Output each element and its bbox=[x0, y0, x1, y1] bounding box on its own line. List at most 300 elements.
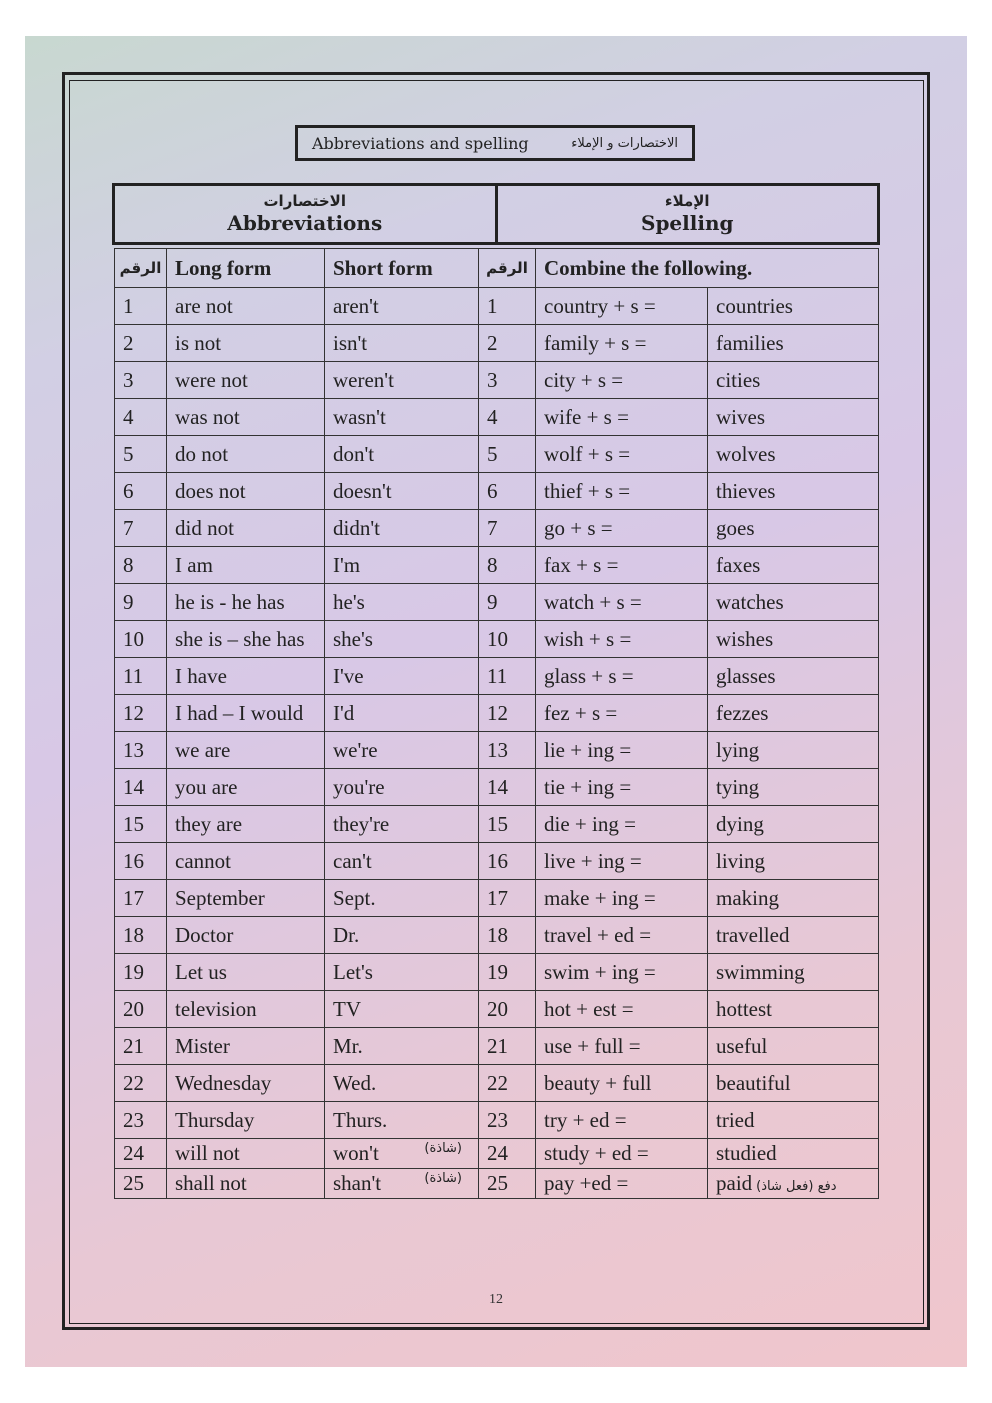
result-cell-text: wives bbox=[716, 404, 765, 429]
row-number-text: 17 bbox=[123, 885, 144, 910]
row-number bbox=[115, 843, 167, 880]
row-number-text: 11 bbox=[123, 663, 144, 688]
short-form-cell-text: don't bbox=[333, 441, 375, 466]
result-cell bbox=[708, 362, 879, 399]
table-row bbox=[115, 954, 879, 991]
row-number-spelling bbox=[479, 1102, 536, 1139]
row-number bbox=[115, 917, 167, 954]
result-cell-text: watches bbox=[716, 589, 784, 614]
table-row bbox=[115, 473, 879, 510]
table-row bbox=[115, 806, 879, 843]
result-cell-text: swimming bbox=[716, 959, 805, 984]
short-form-cell bbox=[325, 584, 479, 621]
long-form-cell bbox=[167, 658, 325, 695]
combine-cell bbox=[536, 362, 708, 399]
combine-cell-text: pay +ed = bbox=[544, 1171, 629, 1195]
combine-cell bbox=[536, 880, 708, 917]
short-form-cell-text: weren't bbox=[333, 367, 394, 392]
long-form-cell bbox=[167, 473, 325, 510]
combine-cell-text: hot + est = bbox=[544, 996, 634, 1021]
combine-cell-text: country + s = bbox=[544, 293, 656, 318]
combine-cell-text: beauty + full bbox=[544, 1070, 652, 1095]
row-number-spelling bbox=[479, 1139, 536, 1169]
short-form-cell-text: doesn't bbox=[333, 478, 392, 503]
result-cell-text: families bbox=[716, 330, 784, 355]
long-form-cell-text: will not bbox=[175, 1141, 240, 1165]
row-number-text: 15 bbox=[123, 811, 144, 836]
table-row bbox=[115, 621, 879, 658]
short-form-cell bbox=[325, 695, 479, 732]
result-cell-text: studied bbox=[716, 1141, 777, 1165]
page-number: 12 bbox=[489, 1292, 503, 1307]
long-form-cell bbox=[167, 1139, 325, 1169]
row-number-text: 24 bbox=[123, 1141, 144, 1165]
row-number bbox=[115, 288, 167, 325]
combine-cell-text: use + full = bbox=[544, 1033, 641, 1058]
short-form-cell-text: Sept. bbox=[333, 885, 376, 910]
combine-cell-text: wife + s = bbox=[544, 404, 629, 429]
combine-cell-text: fax + s = bbox=[544, 552, 619, 577]
row-number-text: 1 bbox=[123, 293, 134, 318]
title-english: Abbreviations and spelling bbox=[312, 133, 529, 153]
short-form-cell-text: TV bbox=[333, 996, 361, 1021]
combine-cell bbox=[536, 547, 708, 584]
irregular-tag: (شاذة) bbox=[424, 1141, 462, 1156]
combine-cell-text: wolf + s = bbox=[544, 441, 631, 466]
long-form-cell bbox=[167, 547, 325, 584]
combine-cell-text: glass + s = bbox=[544, 663, 634, 688]
row-number bbox=[115, 621, 167, 658]
long-form-cell-text: Let us bbox=[175, 959, 227, 984]
result-cell-text: wolves bbox=[716, 441, 776, 466]
result-cell bbox=[708, 917, 879, 954]
table-row bbox=[115, 991, 879, 1028]
short-form-cell-text: aren't bbox=[333, 293, 379, 318]
table-row bbox=[115, 436, 879, 473]
result-cell bbox=[708, 621, 879, 658]
combine-cell-text: live + ing = bbox=[544, 848, 642, 873]
result-cell bbox=[708, 288, 879, 325]
short-form-cell bbox=[325, 1065, 479, 1102]
result-cell-text: living bbox=[716, 848, 766, 873]
row-number-text: 13 bbox=[123, 737, 144, 762]
row-number-text: 22 bbox=[123, 1070, 144, 1095]
combine-cell-text: family + s = bbox=[544, 330, 647, 355]
long-form-cell bbox=[167, 1028, 325, 1065]
short-form-cell-text: Dr. bbox=[333, 922, 360, 947]
combine-cell bbox=[536, 1065, 708, 1102]
result-cell bbox=[708, 1169, 879, 1199]
long-form-cell-text: Wednesday bbox=[175, 1070, 272, 1095]
long-form-cell bbox=[167, 806, 325, 843]
result-cell bbox=[708, 880, 879, 917]
result-cell bbox=[708, 843, 879, 880]
result-cell-text: tried bbox=[716, 1107, 755, 1132]
column-header-number-2: الرقم bbox=[479, 249, 536, 288]
table-row bbox=[115, 769, 879, 806]
row-number-spelling-text: 8 bbox=[487, 552, 498, 577]
table-row bbox=[115, 1028, 879, 1065]
row-number-text: 19 bbox=[123, 959, 144, 984]
short-form-cell-text: Let's bbox=[333, 959, 373, 984]
row-number-spelling bbox=[479, 769, 536, 806]
row-number bbox=[115, 362, 167, 399]
row-number-spelling-text: 19 bbox=[487, 959, 508, 984]
row-number bbox=[115, 399, 167, 436]
row-number-spelling bbox=[479, 473, 536, 510]
result-cell bbox=[708, 732, 879, 769]
column-header-number: الرقم bbox=[115, 249, 167, 288]
short-form-cell bbox=[325, 1139, 479, 1169]
short-form-cell bbox=[325, 769, 479, 806]
short-form-cell-text: I'm bbox=[333, 552, 361, 577]
row-number bbox=[115, 954, 167, 991]
long-form-cell-text: are not bbox=[175, 293, 233, 318]
result-cell-text: fezzes bbox=[716, 700, 769, 725]
page-title bbox=[295, 125, 695, 161]
row-number-spelling-text: 7 bbox=[487, 515, 498, 540]
short-form-cell bbox=[325, 806, 479, 843]
long-form-cell bbox=[167, 1102, 325, 1139]
long-form-cell-text: shall not bbox=[175, 1171, 247, 1195]
combine-cell bbox=[536, 399, 708, 436]
long-form-cell bbox=[167, 954, 325, 991]
result-cell bbox=[708, 1102, 879, 1139]
long-form-cell bbox=[167, 991, 325, 1028]
row-number-spelling-text: 12 bbox=[487, 700, 508, 725]
long-form-cell-text: did not bbox=[175, 515, 234, 540]
short-form-cell bbox=[325, 843, 479, 880]
row-number-spelling-text: 18 bbox=[487, 922, 508, 947]
long-form-cell bbox=[167, 399, 325, 436]
combine-cell bbox=[536, 658, 708, 695]
abbreviations-header bbox=[115, 186, 498, 242]
row-number bbox=[115, 658, 167, 695]
result-cell bbox=[708, 991, 879, 1028]
result-cell-text: glasses bbox=[716, 663, 776, 688]
combine-cell-text: fez + s = bbox=[544, 700, 618, 725]
long-form-cell bbox=[167, 769, 325, 806]
table-row bbox=[115, 399, 879, 436]
result-note: (فعل شاذ) دفع bbox=[756, 1179, 837, 1194]
long-form-cell bbox=[167, 843, 325, 880]
combine-cell-text: travel + ed = bbox=[544, 922, 652, 947]
row-number-spelling-text: 21 bbox=[487, 1033, 508, 1058]
row-number bbox=[115, 732, 167, 769]
row-number-spelling-text: 25 bbox=[487, 1171, 508, 1195]
result-cell-text: travelled bbox=[716, 922, 790, 947]
result-cell-text: wishes bbox=[716, 626, 774, 651]
long-form-cell-text: Thursday bbox=[175, 1107, 255, 1132]
row-number-spelling bbox=[479, 880, 536, 917]
combine-cell bbox=[536, 584, 708, 621]
result-cell-text: useful bbox=[716, 1033, 768, 1058]
table-row bbox=[115, 288, 879, 325]
combine-cell-text: lie + ing = bbox=[544, 737, 632, 762]
short-form-cell bbox=[325, 917, 479, 954]
row-number-text: 8 bbox=[123, 552, 134, 577]
table-row bbox=[115, 880, 879, 917]
abbreviations-header-english: Abbreviations bbox=[227, 210, 383, 235]
table-row bbox=[115, 325, 879, 362]
long-form-cell-text: you are bbox=[175, 774, 238, 799]
combine-cell bbox=[536, 510, 708, 547]
row-number bbox=[115, 1028, 167, 1065]
result-cell-text: lying bbox=[716, 737, 760, 762]
combine-cell bbox=[536, 1139, 708, 1169]
irregular-tag: (شاذة) bbox=[424, 1171, 462, 1186]
short-form-cell bbox=[325, 473, 479, 510]
row-number-spelling-text: 2 bbox=[487, 330, 498, 355]
long-form-cell bbox=[167, 732, 325, 769]
short-form-cell bbox=[325, 732, 479, 769]
row-number-text: 21 bbox=[123, 1033, 144, 1058]
combine-cell-text: city + s = bbox=[544, 367, 624, 392]
combine-cell-text: watch + s = bbox=[544, 589, 642, 614]
table-row bbox=[115, 1102, 879, 1139]
row-number-spelling-text: 4 bbox=[487, 404, 498, 429]
long-form-cell-text: is not bbox=[175, 330, 222, 355]
short-form-cell bbox=[325, 880, 479, 917]
row-number-spelling bbox=[479, 325, 536, 362]
long-form-cell-text: we are bbox=[175, 737, 231, 762]
row-number-text: 12 bbox=[123, 700, 144, 725]
combine-cell-text: go + s = bbox=[544, 515, 613, 540]
result-cell-text: tying bbox=[716, 774, 760, 799]
row-number-spelling-text: 22 bbox=[487, 1070, 508, 1095]
short-form-cell-text: wasn't bbox=[333, 404, 386, 429]
short-form-cell-text: we're bbox=[333, 737, 378, 762]
long-form-cell-text: Doctor bbox=[175, 922, 234, 947]
row-number-spelling bbox=[479, 288, 536, 325]
table-row bbox=[115, 1169, 879, 1199]
row-number-text: 9 bbox=[123, 589, 134, 614]
result-cell bbox=[708, 584, 879, 621]
short-form-cell-text: I've bbox=[333, 663, 364, 688]
short-form-cell bbox=[325, 621, 479, 658]
result-cell-text: making bbox=[716, 885, 779, 910]
row-number bbox=[115, 1169, 167, 1199]
result-cell bbox=[708, 547, 879, 584]
long-form-cell-text: was not bbox=[175, 404, 240, 429]
result-cell-text: countries bbox=[716, 293, 793, 318]
row-number bbox=[115, 547, 167, 584]
result-cell bbox=[708, 1065, 879, 1102]
long-form-cell bbox=[167, 584, 325, 621]
row-number-text: 25 bbox=[123, 1171, 144, 1195]
long-form-cell-text: do not bbox=[175, 441, 229, 466]
row-number bbox=[115, 1065, 167, 1102]
short-form-cell-text: she's bbox=[333, 626, 373, 651]
row-number-spelling-text: 11 bbox=[487, 663, 508, 688]
combine-cell-text: wish + s = bbox=[544, 626, 632, 651]
row-number-text: 10 bbox=[123, 626, 144, 651]
table-row bbox=[115, 1065, 879, 1102]
combine-cell bbox=[536, 1102, 708, 1139]
result-cell bbox=[708, 769, 879, 806]
row-number-spelling-text: 5 bbox=[487, 441, 498, 466]
result-cell bbox=[708, 325, 879, 362]
combine-cell bbox=[536, 806, 708, 843]
long-form-cell bbox=[167, 621, 325, 658]
long-form-cell bbox=[167, 1169, 325, 1199]
long-form-cell bbox=[167, 880, 325, 917]
long-form-cell-text: she is – she has bbox=[175, 626, 305, 651]
column-header-short-form: Short form bbox=[325, 249, 479, 288]
row-number-spelling bbox=[479, 991, 536, 1028]
long-form-cell-text: I have bbox=[175, 663, 227, 688]
row-number-text: 5 bbox=[123, 441, 134, 466]
result-cell bbox=[708, 806, 879, 843]
row-number-spelling-text: 24 bbox=[487, 1141, 508, 1165]
row-number-text: 18 bbox=[123, 922, 144, 947]
short-form-cell bbox=[325, 325, 479, 362]
abbreviations-spelling-table bbox=[114, 248, 879, 1199]
row-number-spelling-text: 14 bbox=[487, 774, 508, 799]
row-number-text: 23 bbox=[123, 1107, 144, 1132]
column-header-row bbox=[115, 249, 879, 288]
long-form-cell bbox=[167, 325, 325, 362]
title-arabic: الاختصارات و الإملاء bbox=[571, 135, 678, 151]
row-number-spelling bbox=[479, 917, 536, 954]
row-number-spelling bbox=[479, 1169, 536, 1199]
short-form-cell bbox=[325, 436, 479, 473]
combine-cell-text: tie + ing = bbox=[544, 774, 632, 799]
long-form-cell-text: does not bbox=[175, 478, 246, 503]
combine-cell-text: thief + s = bbox=[544, 478, 631, 503]
section-header-row bbox=[112, 183, 880, 245]
row-number-spelling bbox=[479, 399, 536, 436]
result-cell bbox=[708, 399, 879, 436]
short-form-cell bbox=[325, 1028, 479, 1065]
combine-cell bbox=[536, 732, 708, 769]
row-number bbox=[115, 436, 167, 473]
row-number-text: 16 bbox=[123, 848, 144, 873]
short-form-cell-text: Mr. bbox=[333, 1033, 363, 1058]
combine-cell bbox=[536, 436, 708, 473]
column-header-long-form: Long form bbox=[167, 249, 325, 288]
short-form-cell-text: I'd bbox=[333, 700, 355, 725]
spelling-header-arabic: الإملاء bbox=[664, 192, 710, 211]
combine-cell-text: die + ing = bbox=[544, 811, 636, 836]
row-number-spelling bbox=[479, 658, 536, 695]
long-form-cell-text: September bbox=[175, 885, 265, 910]
short-form-cell-text: won't bbox=[333, 1141, 379, 1165]
row-number bbox=[115, 1139, 167, 1169]
long-form-cell bbox=[167, 436, 325, 473]
spelling-header bbox=[498, 186, 878, 242]
column-header-combine: Combine the following. bbox=[536, 249, 879, 288]
row-number-spelling-text: 13 bbox=[487, 737, 508, 762]
combine-cell-text: study + ed = bbox=[544, 1141, 649, 1165]
row-number-spelling-text: 17 bbox=[487, 885, 508, 910]
short-form-cell-text: he's bbox=[333, 589, 365, 614]
result-cell-text: faxes bbox=[716, 552, 761, 577]
short-form-cell bbox=[325, 1169, 479, 1199]
short-form-cell-text: isn't bbox=[333, 330, 368, 355]
abbreviations-header-arabic: الاختصارات bbox=[263, 192, 346, 211]
table-row bbox=[115, 658, 879, 695]
row-number-spelling bbox=[479, 843, 536, 880]
row-number-spelling bbox=[479, 510, 536, 547]
long-form-cell bbox=[167, 288, 325, 325]
table-row bbox=[115, 584, 879, 621]
result-cell bbox=[708, 473, 879, 510]
short-form-cell-text: you're bbox=[333, 774, 385, 799]
long-form-cell-text: I had – I would bbox=[175, 700, 304, 725]
row-number-spelling-text: 23 bbox=[487, 1107, 508, 1132]
row-number bbox=[115, 584, 167, 621]
row-number-text: 7 bbox=[123, 515, 134, 540]
row-number-spelling-text: 3 bbox=[487, 367, 498, 392]
result-cell bbox=[708, 695, 879, 732]
short-form-cell-text: didn't bbox=[333, 515, 380, 540]
combine-cell bbox=[536, 769, 708, 806]
short-form-cell bbox=[325, 362, 479, 399]
row-number-spelling bbox=[479, 732, 536, 769]
row-number-spelling-text: 16 bbox=[487, 848, 508, 873]
row-number-spelling bbox=[479, 436, 536, 473]
short-form-cell bbox=[325, 399, 479, 436]
short-form-cell bbox=[325, 547, 479, 584]
short-form-cell-text: they're bbox=[333, 811, 390, 836]
result-cell bbox=[708, 1028, 879, 1065]
row-number-spelling bbox=[479, 362, 536, 399]
short-form-cell-text: Wed. bbox=[333, 1070, 377, 1095]
result-cell bbox=[708, 510, 879, 547]
long-form-cell-text: television bbox=[175, 996, 257, 1021]
combine-cell bbox=[536, 288, 708, 325]
row-number-spelling-text: 20 bbox=[487, 996, 508, 1021]
short-form-cell-text: shan't bbox=[333, 1171, 382, 1195]
row-number bbox=[115, 695, 167, 732]
short-form-cell bbox=[325, 954, 479, 991]
spelling-header-english: Spelling bbox=[641, 210, 734, 235]
row-number bbox=[115, 510, 167, 547]
result-cell-text: dying bbox=[716, 811, 764, 836]
long-form-cell bbox=[167, 362, 325, 399]
row-number-text: 6 bbox=[123, 478, 134, 503]
table-row bbox=[115, 917, 879, 954]
short-form-cell bbox=[325, 1102, 479, 1139]
table-row bbox=[115, 547, 879, 584]
result-cell-text: beautiful bbox=[716, 1070, 791, 1095]
result-cell bbox=[708, 1139, 879, 1169]
long-form-cell bbox=[167, 695, 325, 732]
short-form-cell-text: Thurs. bbox=[333, 1107, 388, 1132]
row-number-spelling bbox=[479, 695, 536, 732]
long-form-cell bbox=[167, 1065, 325, 1102]
row-number-spelling bbox=[479, 584, 536, 621]
long-form-cell bbox=[167, 917, 325, 954]
row-number-text: 4 bbox=[123, 404, 134, 429]
result-cell-text: thieves bbox=[716, 478, 776, 503]
short-form-cell-text: can't bbox=[333, 848, 372, 873]
row-number-spelling-text: 15 bbox=[487, 811, 508, 836]
short-form-cell bbox=[325, 991, 479, 1028]
combine-cell bbox=[536, 621, 708, 658]
combine-cell bbox=[536, 991, 708, 1028]
row-number-spelling-text: 10 bbox=[487, 626, 508, 651]
combine-cell bbox=[536, 954, 708, 991]
long-form-cell-text: were not bbox=[175, 367, 248, 392]
row-number-spelling-text: 1 bbox=[487, 293, 498, 318]
row-number-text: 20 bbox=[123, 996, 144, 1021]
row-number bbox=[115, 991, 167, 1028]
combine-cell-text: make + ing = bbox=[544, 885, 656, 910]
result-cell-text: goes bbox=[716, 515, 755, 540]
row-number-spelling bbox=[479, 1065, 536, 1102]
